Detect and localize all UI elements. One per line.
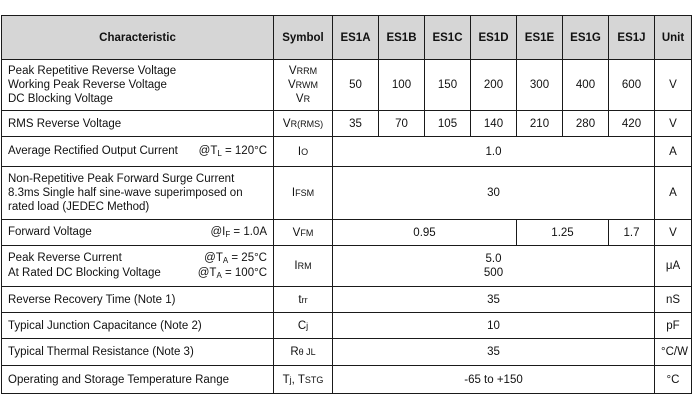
symbol-cell: VFM xyxy=(274,220,333,246)
symbol: VR xyxy=(295,93,311,105)
table-row xyxy=(2,313,692,339)
symbol-header: Symbol xyxy=(274,16,333,60)
symbol: VRWM xyxy=(287,79,318,91)
value-cell: 280 xyxy=(563,111,609,137)
symbol-cell: IRM xyxy=(274,246,333,287)
symbol-cell: Rθ JL xyxy=(274,339,333,366)
table-row xyxy=(2,246,692,287)
table-row xyxy=(2,111,692,137)
characteristic-cell xyxy=(2,60,274,111)
characteristic-cell: Typical Junction Capacitance (Note 2) xyxy=(2,313,274,339)
unit-cell: pF xyxy=(655,313,692,339)
value-cell: 1.25 xyxy=(517,220,609,246)
value-cell: 50 xyxy=(333,60,379,111)
symbol-cell xyxy=(274,60,333,111)
symbol-cell: VR(RMS) xyxy=(274,111,333,137)
characteristic-label: Forward Voltage xyxy=(8,226,92,238)
unit-cell: V xyxy=(655,60,692,111)
table-row xyxy=(2,339,692,366)
table-row xyxy=(2,167,692,220)
characteristic-line: Peak Repetitive Reverse Voltage xyxy=(8,65,177,77)
value-cell: 210 xyxy=(517,111,563,137)
value-cell: 150 xyxy=(425,60,471,111)
test-condition: @TA = 100°C xyxy=(197,267,267,280)
value-cell: 200 xyxy=(471,60,517,111)
value-cell: 1.7 xyxy=(609,220,655,246)
characteristic-cell: Operating and Storage Temperature Range xyxy=(2,366,274,394)
value-cell: 140 xyxy=(471,111,517,137)
test-condition: @IF = 1.0A xyxy=(210,226,267,239)
value-cell: 30 xyxy=(333,167,655,220)
characteristic-header: Characteristic xyxy=(2,16,274,60)
characteristic-cell xyxy=(2,167,274,220)
characteristic-label: Peak Reverse Current xyxy=(8,252,122,264)
part-header: ES1G xyxy=(563,16,609,60)
test-condition: @TA = 25°C xyxy=(204,252,267,265)
value-line: 5.0 xyxy=(485,253,502,265)
value-cell: 0.95 xyxy=(333,220,517,246)
characteristic-cell: Reverse Recovery Time (Note 1) xyxy=(2,287,274,313)
value-cell: 420 xyxy=(609,111,655,137)
characteristic-cell xyxy=(2,220,274,246)
characteristic-line: Working Peak Reverse Voltage xyxy=(8,79,167,91)
test-condition: @TL = 120°C xyxy=(198,145,267,158)
symbol: VRRM xyxy=(288,65,318,77)
value-cell: 35 xyxy=(333,339,655,366)
part-header: ES1C xyxy=(425,16,471,60)
unit-cell: °C xyxy=(655,366,692,394)
table-row xyxy=(2,60,692,111)
value-cell: 400 xyxy=(563,60,609,111)
part-header: ES1E xyxy=(517,16,563,60)
symbol-cell: IFSM xyxy=(274,167,333,220)
table-row xyxy=(2,220,692,246)
characteristic-line: rated load (JEDEC Method) xyxy=(8,201,150,213)
unit-cell: μA xyxy=(655,246,692,287)
value-cell: 10 xyxy=(333,313,655,339)
characteristic-cell xyxy=(2,137,274,167)
unit-cell: V xyxy=(655,220,692,246)
part-header: ES1B xyxy=(379,16,425,60)
value-cell: 35 xyxy=(333,287,655,313)
part-header: ES1A xyxy=(333,16,379,60)
table-row xyxy=(2,366,692,394)
characteristic-cell xyxy=(2,246,274,287)
characteristic-cell: RMS Reverse Voltage xyxy=(2,111,274,137)
value-cell: 100 xyxy=(379,60,425,111)
value-cell: 35 xyxy=(333,111,379,137)
value-cell: -65 to +150 xyxy=(333,366,655,394)
characteristic-line: Non-Repetitive Peak Forward Surge Current xyxy=(8,173,235,185)
symbol-cell: IO xyxy=(274,137,333,167)
value-cell xyxy=(333,246,655,287)
characteristic-cell: Typical Thermal Resistance (Note 3) xyxy=(2,339,274,366)
characteristic-line: 8.3ms Single half sine-wave superimposed on xyxy=(8,187,243,199)
unit-header: Unit xyxy=(655,16,692,60)
value-line: 500 xyxy=(483,267,504,279)
part-header: ES1J xyxy=(609,16,655,60)
header-row xyxy=(2,16,692,60)
symbol-cell: trr xyxy=(274,287,333,313)
value-cell: 1.0 xyxy=(333,137,655,167)
specifications-table xyxy=(1,15,692,394)
characteristic-label: Average Rectified Output Current xyxy=(8,145,178,157)
symbol-cell: Tj, TSTG xyxy=(274,366,333,394)
unit-cell: A xyxy=(655,137,692,167)
characteristic-line: DC Blocking Voltage xyxy=(8,93,113,105)
table-row xyxy=(2,137,692,167)
part-header: ES1D xyxy=(471,16,517,60)
unit-cell: °C/W xyxy=(655,339,692,366)
value-cell: 600 xyxy=(609,60,655,111)
characteristic-label: At Rated DC Blocking Voltage xyxy=(8,267,161,279)
value-cell: 105 xyxy=(425,111,471,137)
unit-cell: V xyxy=(655,111,692,137)
value-cell: 70 xyxy=(379,111,425,137)
symbol-cell: Cj xyxy=(274,313,333,339)
table-row xyxy=(2,287,692,313)
unit-cell: A xyxy=(655,167,692,220)
value-cell: 300 xyxy=(517,60,563,111)
unit-cell: nS xyxy=(655,287,692,313)
